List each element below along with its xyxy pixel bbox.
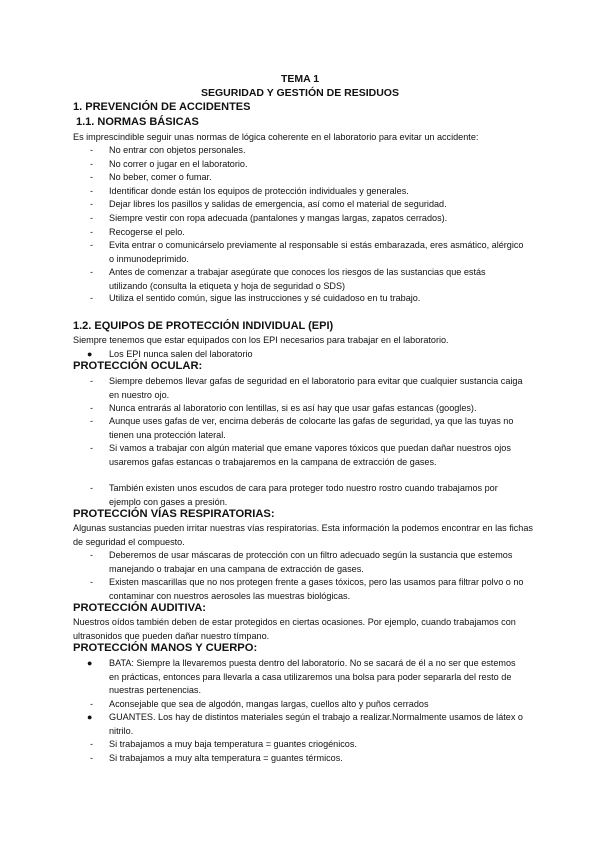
list-item: - Si trabajamos a muy alta temperatura = guantes térmicos.: [90, 753, 343, 763]
list-item: - Existen mascarillas que no nos protegen frente a gases tóxicos, pero las usamos para filtrar polvo o no contaminar con nuestros aerosoles las muestras biológicas.: [90, 577, 524, 601]
heading-proteccion-manos: PROTECCIÓN MANOS Y CUERPO:: [73, 642, 258, 654]
list-item: - No beber, comer o fumar.: [90, 172, 212, 182]
list-item: - Recogerse el pelo.: [90, 227, 185, 237]
respiratoria-intro: Algunas sustancias pueden irritar nuestras vías respiratorias. Esta información la podemos encontrar en las fichas de seguridad el compuesto.: [73, 523, 533, 547]
list-item: - Nunca entrarás al laboratorio con lentillas, si es así hay que usar gafas estancas (googles).: [90, 403, 477, 413]
heading-proteccion-respiratoria: PROTECCIÓN VÍAS RESPIRATORIAS:: [73, 508, 275, 520]
heading-proteccion-ocular: PROTECCIÓN OCULAR:: [73, 360, 203, 372]
list-item: - Utiliza el sentido común, sigue las instrucciones y sé cuidadoso en tu trabajo.: [90, 293, 421, 303]
epi-intro: Siempre tenemos que estar equipados con los EPI necesarios para trabajar en el laboratorio.: [73, 335, 449, 345]
normas-intro: Es imprescindible seguir unas normas de lógica coherente en el laboratorio para evitar un accidente:: [73, 132, 479, 142]
list-item: - Dejar libres los pasillos y salidas de emergencia, así como el material de seguridad.: [90, 199, 447, 209]
subsection-heading-normas: 1.1. NORMAS BÁSICAS: [76, 116, 199, 128]
list-item: ● BATA: Siempre la llevaremos puesta dentro del laboratorio. No se sacará de él a no ser que estemos en prácticas, entonces para llevarla a casa utilizaremos una bolsa para poder separarla del resto de nuestras pertenencias.: [87, 658, 516, 696]
list-item: - Identificar donde están los equipos de protección individuales y generales.: [90, 186, 409, 196]
section-heading-prevencion: 1. PREVENCIÓN DE ACCIDENTES: [73, 101, 251, 113]
list-item: - Si vamos a trabajar con algún material que emane vapores tóxicos que puedan dañar nuestros ojos usaremos gafas estancas o trabajaremos en la campana de extracción de gases.: [90, 443, 511, 467]
list-item: - Aconsejable que sea de algodón, mangas largas, cuellos alto y puños cerrados: [90, 699, 429, 709]
list-item: - Siempre debemos llevar gafas de seguridad en el laboratorio para evitar que cualquier sustancia caiga en nuestro ojo.: [90, 376, 523, 400]
heading-proteccion-auditiva: PROTECCIÓN AUDITIVA:: [73, 602, 207, 614]
auditiva-intro: Nuestros oídos también deben de estar protegidos en ciertas ocasiones. Por ejemplo, cuando trabajamos con ultrasonidos que pueden dañar nuestro tímpano.: [73, 617, 516, 641]
list-item: - Antes de comenzar a trabajar asegúrate que conoces los riesgos de las sustancias que estás utilizando (consulta la etiqueta y hoja de seguridad o SDS): [90, 267, 486, 291]
list-item: - No correr o jugar en el laboratorio.: [90, 159, 248, 169]
list-item: - No entrar con objetos personales.: [90, 145, 246, 155]
list-item: - Aunque uses gafas de ver, encima deberás de colocarte las gafas de seguridad, ya que las tuyas no tienen una protección lateral.: [90, 416, 514, 440]
list-item: ● GUANTES. Los hay de distintos materiales según el trabajo a realizar.Normalmente usamos de látex o nitrilo.: [87, 712, 523, 736]
list-item: - Deberemos de usar máscaras de protección con un filtro adecuado según la sustancia que estemos manejando o trabajar en una campana de extracción de gases.: [90, 550, 513, 574]
list-item: - También existen unos escudos de cara para proteger todo nuestro rostro cuando trabajamos por ejemplo con gases a presión.: [90, 483, 498, 507]
document-subtitle: SEGURIDAD Y GESTIÓN DE RESIDUOS: [201, 87, 399, 99]
list-item: - Siempre vestir con ropa adecuada (pantalones y mangas largas, zapatos cerrados).: [90, 213, 448, 223]
document-title: TEMA 1: [280, 73, 320, 85]
list-item: ● Los EPI nunca salen del laboratorio: [87, 349, 253, 359]
list-item: - Evita entrar o comunicárselo previamente al responsable si estás embarazada, eres asmático, alérgico o inmunodeprimido.: [90, 240, 524, 264]
list-item: - Si trabajamos a muy baja temperatura = guantes criogénicos.: [90, 739, 357, 749]
subsection-heading-epi: 1.2. EQUIPOS DE PROTECCIÓN INDIVIDUAL (EPI): [73, 320, 334, 332]
